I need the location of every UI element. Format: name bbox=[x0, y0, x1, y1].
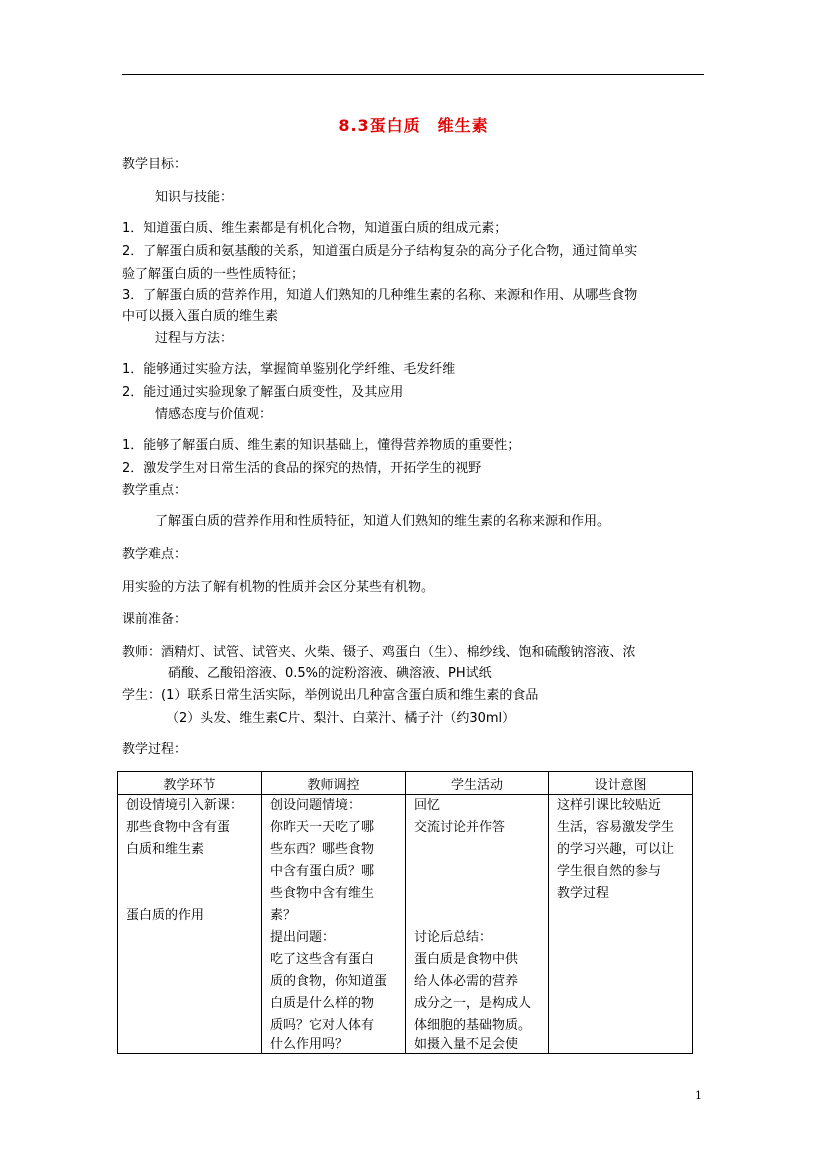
cell-line: 给人体必需的营养 bbox=[414, 974, 519, 989]
objectives-heading: 教学目标： bbox=[122, 157, 188, 172]
cell-line: 教学过程 bbox=[557, 886, 610, 901]
knowledge-line: 1．知道蛋白质、维生素都是有机化合物，知道蛋白质的组成元素； bbox=[122, 221, 508, 236]
cell-line: 交流讨论并作答 bbox=[414, 820, 506, 835]
cell-line: 白质和维生素 bbox=[126, 842, 205, 857]
student-prep-line: 学生：(1）联系日常生活实际，举例说出几种富含蛋白质和维生素的食品 bbox=[122, 688, 539, 703]
process-line: 1．能够通过实验方法，掌握简单鉴别化学纤维、毛发纤维 bbox=[122, 362, 456, 377]
table-header-row bbox=[118, 772, 693, 795]
cell-line: 中含有蛋白质？哪 bbox=[270, 864, 375, 879]
cell-line: 体细胞的基础物质。 bbox=[414, 1018, 532, 1033]
knowledge-heading: 知识与技能： bbox=[155, 190, 234, 205]
knowledge-line: 3．了解蛋白质的营养作用，知道人们熟知的几种维生素的名称、来源和作用、从哪些食物 bbox=[122, 288, 638, 303]
cell-line: 些食物中含有维生 bbox=[270, 886, 375, 901]
cell-line: 创设问题情境： bbox=[270, 798, 362, 813]
teaching-process-table bbox=[117, 771, 693, 1054]
cell-line: 些东西？哪些食物 bbox=[270, 842, 375, 857]
cell-line: 创设情境引入新课： bbox=[126, 798, 244, 813]
emotion-heading: 情感态度与价值观： bbox=[155, 407, 273, 422]
emotion-line: 1．能够了解蛋白质、维生素的知识基础上，懂得营养物质的重要性； bbox=[122, 438, 521, 453]
cell-line: 生活，容易激发学生 bbox=[557, 820, 675, 835]
key-points-text: 了解蛋白质的营养作用和性质特征，知道人们熟知的维生素的名称来源和作用。 bbox=[155, 514, 611, 529]
page-title: 8.3蛋白质 维生素 bbox=[338, 116, 489, 135]
header-cell: 学生活动 bbox=[406, 772, 549, 795]
cell-line: 蛋白质是食物中供 bbox=[414, 952, 519, 967]
header-cell: 设计意图 bbox=[549, 772, 693, 795]
page-number: 1 bbox=[695, 1089, 702, 1102]
teacher-prep-line: 教师：酒精灯、试管、试管夹、火柴、镊子、鸡蛋白（生）、棉纱线、饱和硫酸钠溶液、浓 bbox=[122, 645, 636, 660]
emotion-line: 2．激发学生对日常生活的食品的探究的热情，开拓学生的视野 bbox=[122, 461, 482, 476]
cell-line: 提出问题： bbox=[270, 930, 336, 945]
cell-line: 讨论后总结： bbox=[414, 930, 493, 945]
header-cell: 教师调控 bbox=[262, 772, 406, 795]
cell-line: 学生很自然的参与 bbox=[557, 864, 662, 879]
difficulties-text: 用实验的方法了解有机物的性质并会区分某些有机物。 bbox=[122, 580, 435, 595]
cell-line: 吃了这些含有蛋白 bbox=[270, 952, 375, 967]
cell-line: 如摄入量不足会使 bbox=[414, 1037, 519, 1052]
key-points-heading: 教学重点： bbox=[122, 483, 188, 498]
teaching-stage-cell bbox=[118, 795, 262, 1054]
process-line: 2．能过通过实验现象了解蛋白质变性，及其应用 bbox=[122, 385, 404, 400]
cell-line: 的学习兴趣，可以让 bbox=[557, 842, 675, 857]
knowledge-line: 2．了解蛋白质和氨基酸的关系，知道蛋白质是分子结构复杂的高分子化合物，通过简单实 bbox=[122, 244, 638, 259]
difficulties-heading: 教学难点： bbox=[122, 547, 188, 562]
cell-line: 白质是什么样的物 bbox=[270, 996, 375, 1011]
cell-line: 质吗？它对人体有 bbox=[270, 1018, 375, 1033]
design-intent-cell bbox=[549, 795, 693, 1054]
student-prep-line: （2）头发、维生素C片、梨汁、白菜汁、橘子汁（约30ml） bbox=[166, 711, 516, 726]
process-section-heading: 教学过程： bbox=[122, 742, 188, 757]
cell-line: 回忆 bbox=[414, 798, 441, 813]
cell-line: 成分之一，是构成人 bbox=[414, 996, 532, 1011]
header-rule bbox=[122, 74, 704, 75]
cell-line: 什么作用吗？ bbox=[270, 1037, 349, 1052]
cell-line: 你昨天一天吃了哪 bbox=[270, 820, 375, 835]
header-cell: 教学环节 bbox=[118, 772, 262, 795]
cell-line: 这样引课比较贴近 bbox=[557, 798, 662, 813]
teacher-control-cell bbox=[262, 795, 406, 1054]
table-row bbox=[118, 795, 693, 1054]
student-activity-cell bbox=[406, 795, 549, 1054]
cell-line: 那些食物中含有蛋 bbox=[126, 820, 231, 835]
cell-line: 蛋白质的作用 bbox=[126, 908, 205, 923]
teacher-prep-line: 硝酸、乙酸铅溶液、0.5%的淀粉溶液、碘溶液、PH试纸 bbox=[168, 666, 492, 681]
knowledge-line: 验了解蛋白质的一些性质特征； bbox=[122, 267, 305, 282]
knowledge-line: 中可以摄入蛋白质的维生素 bbox=[122, 309, 279, 324]
process-heading: 过程与方法： bbox=[155, 331, 234, 346]
cell-line: 质的食物，你知道蛋 bbox=[270, 974, 388, 989]
cell-line: 素？ bbox=[270, 908, 297, 923]
preparation-heading: 课前准备： bbox=[122, 612, 188, 627]
